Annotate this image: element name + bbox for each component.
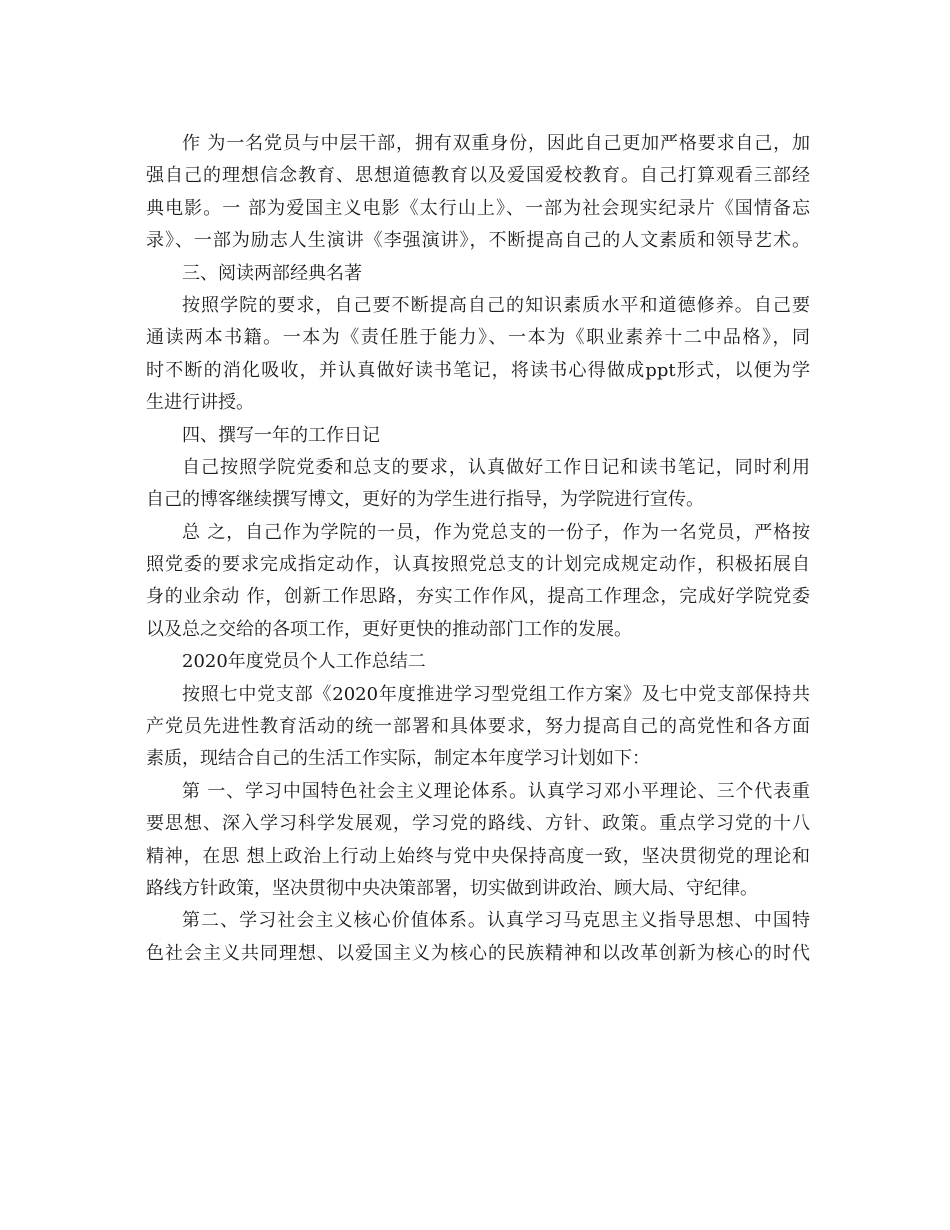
body-text-line: 产党员先进性教育活动的统一部署和具体要求，努力提高自己的高党性和各方面	[146, 716, 810, 738]
body-text-line: 第 一、学习中国特色社会主义理论体系。认真学习邓小平理论、三个代表重	[182, 780, 810, 802]
body-text-line: 照党委的要求完成指定动作，认真按照党总支的计划完成规定动作，积极拓展自	[146, 554, 810, 576]
body-text-line: 路线方针政策，坚决贯彻中央决策部署，切实做到讲政治、顾大局、守纪律。	[146, 877, 758, 899]
body-text-line: 精神，在思 想上政治上行动上始终与党中央保持高度一致，坚决贯彻党的理论和	[146, 845, 810, 867]
document-body	[146, 128, 810, 970]
body-text-line: 要思想、深入学习科学发展观，学习党的路线、方针、政策。重点学习党的十八	[146, 813, 810, 835]
body-text-line: 生进行讲授。	[146, 392, 254, 414]
body-text-line: 总 之，自己作为学院的一员，作为党总支的一份子，作为一名党员，严格按	[182, 521, 810, 543]
body-text-line: 按照学院的要求，自己要不断提高自己的知识素质水平和道德修养。自己要	[182, 294, 810, 316]
section-heading: 三、阅读两部经典名著	[182, 262, 362, 284]
body-text-line: 通读两本书籍。一本为《责任胜于能力》、一本为《职业素养十二中品格》，同	[146, 327, 810, 349]
body-text-line: 色社会主义共同理想、以爱国主义为核心的民族精神和以改革创新为核心的时代	[146, 942, 810, 964]
body-text-line: 第二、学习社会主义核心价值体系。认真学习马克思主义指导思想、中国特	[182, 910, 810, 932]
body-text-line: 作 为一名党员与中层干部，拥有双重身份，因此自己更加严格要求自己，加	[182, 133, 810, 154]
body-text-line: 素质，现结合自己的生活工作实际，制定本年度学习计划如下：	[146, 748, 650, 770]
body-text-line: 录》、一部为励志人生演讲《李强演讲》，不断提高自己的人文素质和领导艺术。	[146, 230, 810, 252]
body-text-line: 强自己的理想信念教育、思想道德教育以及爱国爱校教育。自己打算观看三部经	[146, 165, 810, 187]
body-text-line: 自己的博客继续撰写博文，更好的为学生进行指导，为学院进行宣传。	[146, 489, 704, 511]
body-text-line: 时不断的消化吸收，并认真做好读书笔记，将读书心得做成ppt形式，以便为学	[146, 359, 810, 381]
body-text-line: 自己按照学院党委和总支的要求，认真做好工作日记和读书笔记，同时利用	[182, 456, 810, 478]
body-text-line: 按照七中党支部《2020年度推进学习型党组工作方案》及七中党支部保持共	[182, 683, 810, 705]
section-heading: 2020年度党员个人工作总结二	[182, 651, 426, 673]
section-heading: 四、撰写一年的工作日记	[182, 424, 380, 446]
body-text-line: 以及总之交给的各项工作，更好更快的推动部门工作的发展。	[146, 618, 632, 640]
body-text-line: 典电影。一 部为爱国主义电影《太行山上》、一部为社会现实纪录片《国情备忘	[146, 197, 810, 219]
body-text-line: 身的业余动 作，创新工作思路，夯实工作作风，提高工作理念，完成好学院党委	[146, 586, 810, 608]
